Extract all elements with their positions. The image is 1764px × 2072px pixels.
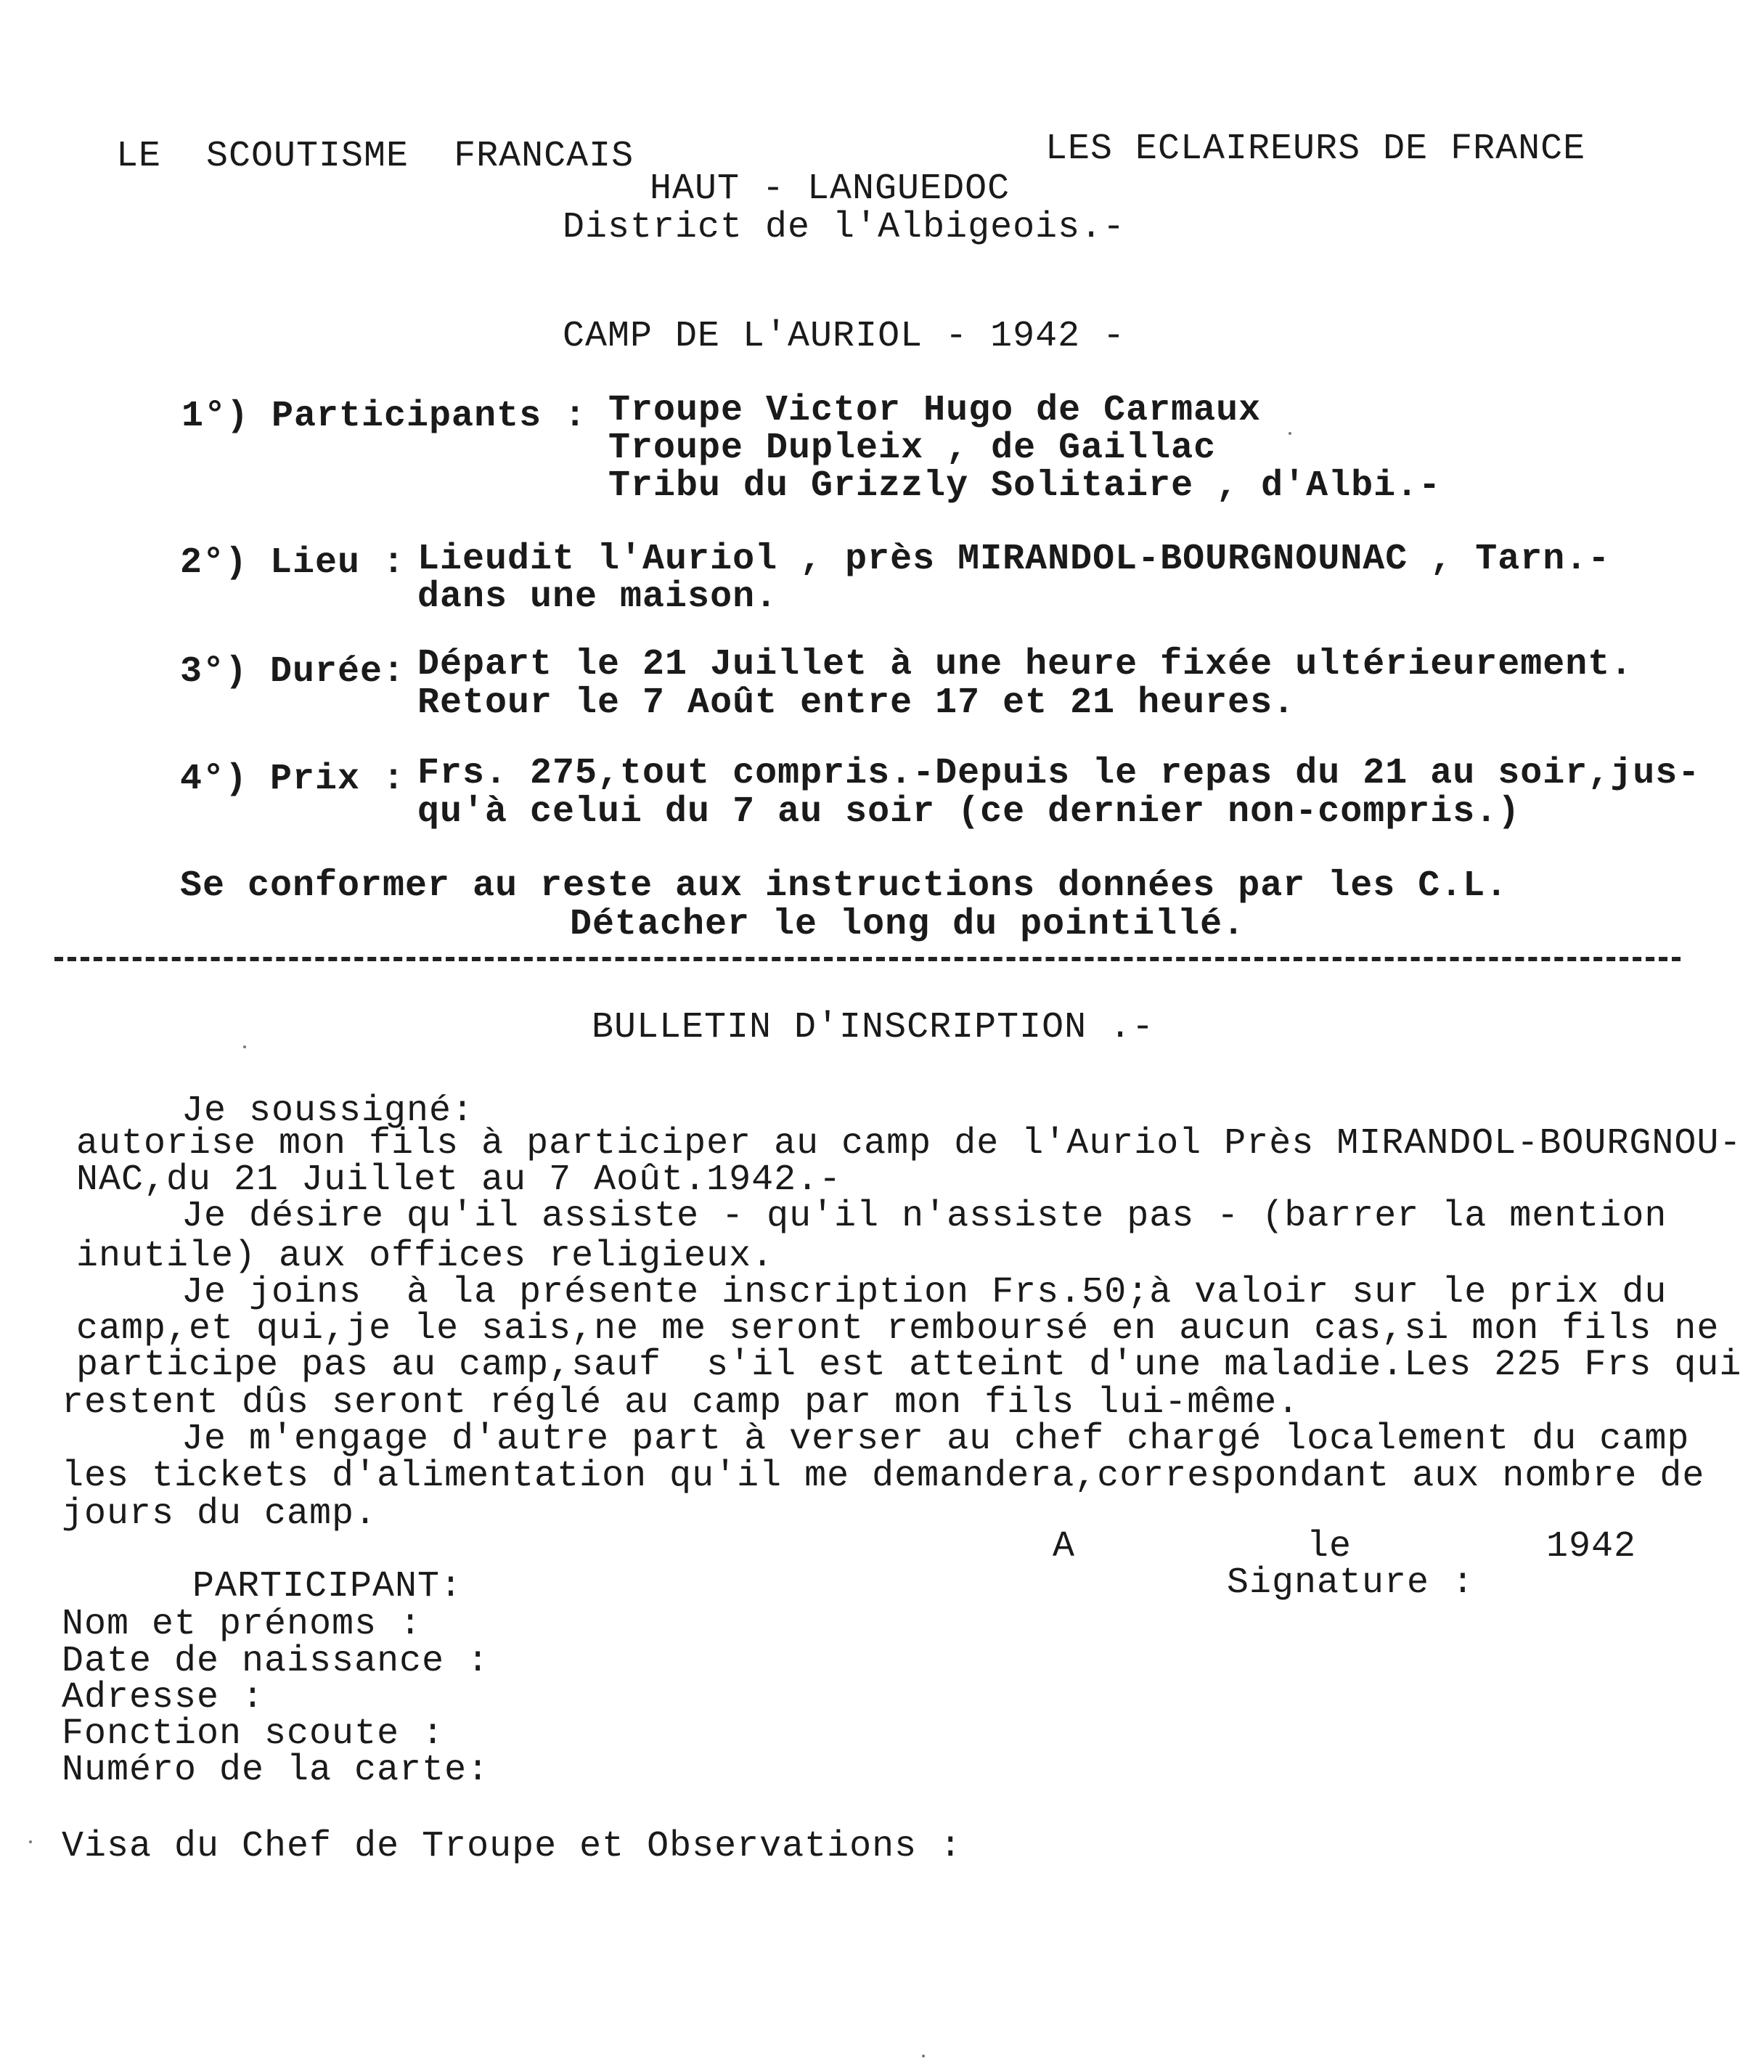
field-adresse: Adresse : (62, 1677, 265, 1718)
duree-label: 3°) Durée: (180, 651, 406, 693)
participants-label: 1°) Participants : (181, 396, 587, 437)
paper-speck (29, 1840, 32, 1843)
duree-line-1: Départ le 21 Juillet à une heure fixée ultérieurement. (417, 644, 1633, 685)
instructions-line-1: Se conformer au reste aux instructions données par les C.L. (180, 865, 1508, 907)
bulletin-body-line-6: Je joins à la présente inscription Frs.50;à valoir sur le prix du (181, 1272, 1667, 1313)
prix-line-1: Frs. 275,tout compris.-Depuis le repas du 21 au soir,jus- (417, 753, 1701, 794)
participants-line-1: Troupe Victor Hugo de Carmaux (608, 390, 1262, 431)
header-left: LE SCOUTISME FRANCAIS (116, 136, 634, 177)
lieu-label: 2°) Lieu : (180, 542, 406, 584)
header-region: HAUT - LANGUEDOC (650, 168, 1010, 210)
field-numero-carte: Numéro de la carte: (62, 1750, 490, 1791)
bulletin-title: BULLETIN D'INSCRIPTION .- (592, 1007, 1155, 1048)
field-date-naissance: Date de naissance : (62, 1641, 490, 1682)
bulletin-body-line-5: inutile) aux offices religieux. (76, 1236, 775, 1277)
prix-label: 4°) Prix : (180, 759, 406, 800)
participant-title: PARTICIPANT: (192, 1566, 463, 1607)
paper-speck (922, 2055, 925, 2057)
date-line-le: le (1307, 1526, 1352, 1567)
bulletin-body-line-9: restent dûs seront réglé au camp par mon fils lui-même. (62, 1382, 1300, 1424)
bulletin-body-line-3: NAC,du 21 Juillet au 7 Août.1942.- (76, 1159, 842, 1201)
bulletin-body-line-11: les tickets d'alimentation qu'il me demandera,correspondant aux nombre de (62, 1456, 1705, 1497)
bulletin-body-line-8: participe pas au camp,sauf s'il est atteint d'une maladie.Les 225 Frs qui (76, 1345, 1742, 1386)
bulletin-body-line-7: camp,et qui,je le sais,ne me seront remboursé en aucun cas,si mon fils ne (76, 1308, 1720, 1350)
field-fonction: Fonction scoute : (62, 1713, 445, 1755)
prix-line-2: qu'à celui du 7 au soir (ce dernier non-compris.) (417, 791, 1521, 833)
lieu-line-2: dans une maison. (417, 576, 778, 618)
field-nom: Nom et prénoms : (62, 1604, 422, 1645)
date-line-a: A (1053, 1526, 1076, 1567)
header-right: LES ECLAIREURS DE FRANCE (1045, 129, 1586, 170)
visa-label: Visa du Chef de Troupe et Observations : (62, 1826, 963, 1867)
paper-speck (243, 1045, 246, 1048)
bulletin-body-line-2: autorise mon fils à participer au camp de l'Auriol Près MIRANDOL-BOURGNOU- (76, 1123, 1742, 1165)
date-line-year: 1942 (1546, 1526, 1637, 1567)
instructions-line-2: Détacher le long du pointillé. (570, 904, 1246, 945)
participants-line-3: Tribu du Grizzly Solitaire , d'Albi.- (608, 465, 1442, 507)
signature-label: Signature : (1227, 1562, 1475, 1604)
duree-line-2: Retour le 7 Août entre 17 et 21 heures. (417, 682, 1296, 724)
bulletin-body-line-1: Je soussigné: (181, 1090, 475, 1132)
paper-speck (1289, 432, 1291, 435)
lieu-line-1: Lieudit l'Auriol , près MIRANDOL-BOURGNOUNAC , Tarn.- (417, 539, 1611, 580)
bulletin-body-line-4: Je désire qu'il assiste - qu'il n'assiste pas - (barrer la mention (181, 1196, 1667, 1237)
bulletin-body-line-10: Je m'engage d'autre part à verser au chef chargé localement du camp (181, 1419, 1690, 1460)
camp-title: CAMP DE L'AURIOL - 1942 - (563, 316, 1126, 357)
cut-dotted-line (54, 957, 1681, 961)
participants-line-2: Troupe Dupleix , de Gaillac (608, 428, 1217, 469)
header-district: District de l'Albigeois.- (563, 207, 1126, 248)
bulletin-body-line-12: jours du camp. (62, 1493, 377, 1535)
